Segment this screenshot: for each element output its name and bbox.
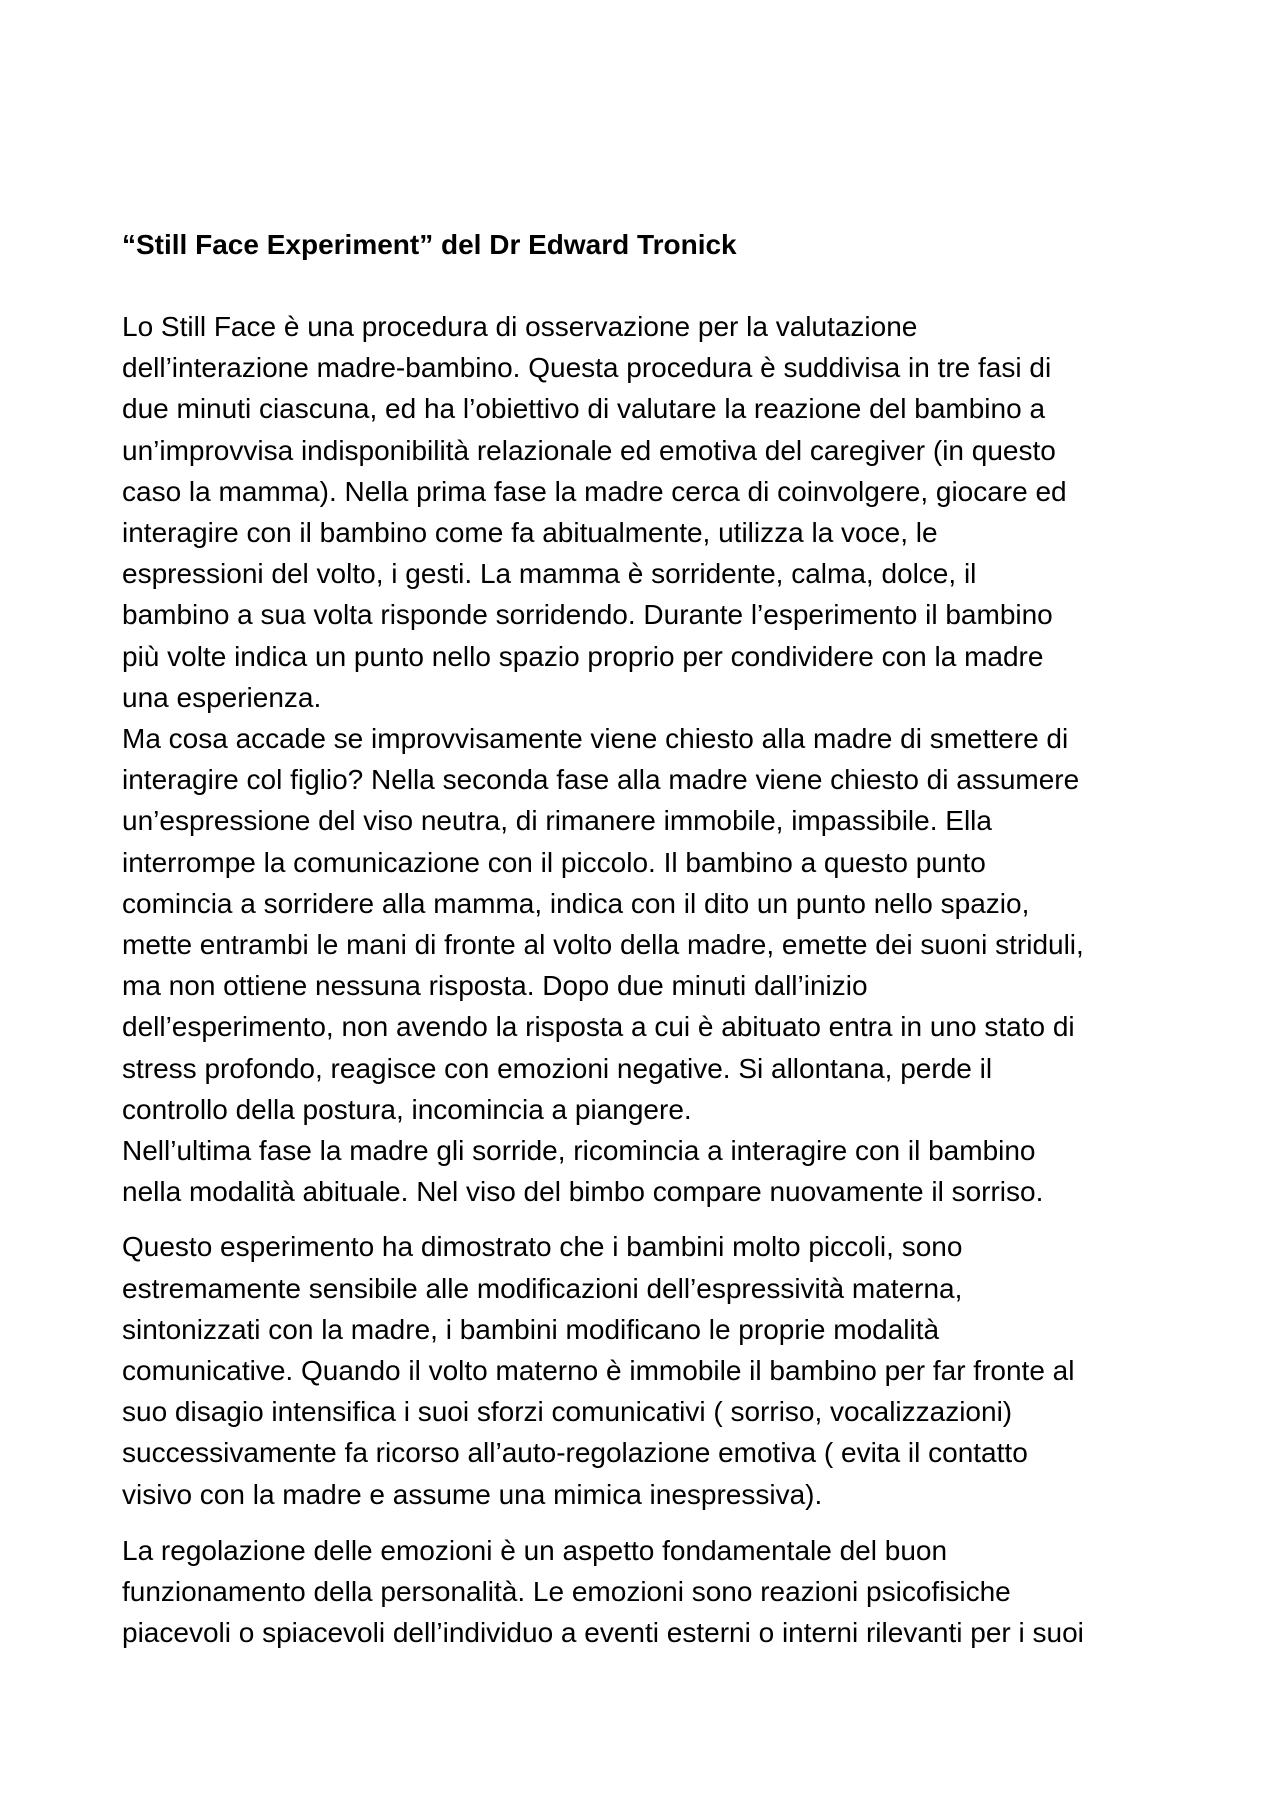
text-line: controllo della postura, incomincia a piangere. — [122, 1093, 692, 1125]
text-line: suo disagio intensifica i suoi sforzi comunicativi ( sorriso, vocalizzazioni) — [122, 1396, 1013, 1428]
text-line: stress profondo, reagisce con emozioni negative. Si allontana, perde il — [122, 1052, 993, 1084]
paragraph-experiment-results — [122, 1226, 1192, 1514]
text-line: successivamente fa ricorso all’auto-regolazione emotiva ( evita il contatto — [122, 1437, 1028, 1469]
text-line: una esperienza. — [122, 681, 322, 713]
text-line: comincia a sorridere alla mamma, indica con il dito un punto nello spazio, — [122, 887, 1030, 919]
text-line: Lo Still Face è una procedura di osservazione per la valutazione — [122, 311, 918, 342]
text-line: sintonizzati con la madre, i bambini modificano le proprie modalità — [122, 1313, 940, 1345]
text-line: dell’esperimento, non avendo la risposta a cui è abituato entra in uno stato di — [122, 1011, 1075, 1043]
text-line: La regolazione delle emozioni è un aspetto fondamentale del buon — [122, 1534, 948, 1566]
text-line: bambino a sua volta risponde sorridendo. Durante l’esperimento il bambino — [122, 599, 1053, 631]
text-line: estremamente sensibile alle modificazioni dell’espressività materna, — [122, 1272, 963, 1304]
text-line: interagire col figlio? Nella seconda fase alla madre viene chiesto di assumere — [122, 764, 1080, 796]
text-line: caso la mamma). Nella prima fase la madre cerca di coinvolgere, giocare ed — [122, 475, 1067, 507]
document-body — [122, 224, 1192, 1654]
text-line: un’espressione del viso neutra, di rimanere immobile, impassibile. Ella — [122, 805, 992, 837]
text-line: Nell’ultima fase la madre gli sorride, ricomincia a interagire con il bambino — [122, 1135, 1036, 1167]
text-line: funzionamento della personalità. Le emozioni sono reazioni psicofisiche — [122, 1576, 1011, 1608]
text-line: interrompe la comunicazione con il piccolo. Il bambino a questo punto — [122, 846, 986, 878]
text-line: visivo con la madre e assume una mimica inespressiva). — [122, 1478, 823, 1510]
paragraph-still-face-procedure — [122, 306, 1192, 1212]
text-line: dell’interazione madre-bambino. Questa procedura è suddivisa in tre fasi di — [122, 352, 1052, 384]
paragraph-emotion-regulation — [122, 1530, 1192, 1654]
text-line: espressioni del volto, i gesti. La mamma è sorridente, calma, dolce, il — [122, 558, 977, 590]
text-line: mette entrambi le mani di fronte al volto della madre, emette dei suoni striduli, — [122, 929, 1084, 961]
document-title: “Still Face Experiment” del Dr Edward Tronick — [122, 229, 737, 260]
text-line: comunicative. Quando il volto materno è immobile il bambino per far fronte al — [122, 1355, 1075, 1387]
text-line: più volte indica un punto nello spazio proprio per condividere con la madre — [122, 640, 1044, 672]
text-line: nella modalità abituale. Nel viso del bimbo compare nuovamente il sorriso. — [122, 1176, 1044, 1208]
text-line: piacevoli o spiacevoli dell’individuo a eventi esterni o interni rilevanti per i suoi — [122, 1617, 1084, 1649]
text-line: Ma cosa accade se improvvisamente viene chiesto alla madre di smettere di — [122, 723, 1069, 755]
text-line: Questo esperimento ha dimostrato che i bambini molto piccoli, sono — [122, 1231, 963, 1263]
text-line: ma non ottiene nessuna risposta. Dopo due minuti dall’inizio — [122, 970, 868, 1002]
text-line: interagire con il bambino come fa abitualmente, utilizza la voce, le — [122, 517, 938, 549]
text-line: un’improvvisa indisponibilità relazionale ed emotiva del caregiver (in questo — [122, 434, 1056, 466]
text-line: due minuti ciascuna, ed ha l’obiettivo di valutare la reazione del bambino a — [122, 393, 1046, 425]
